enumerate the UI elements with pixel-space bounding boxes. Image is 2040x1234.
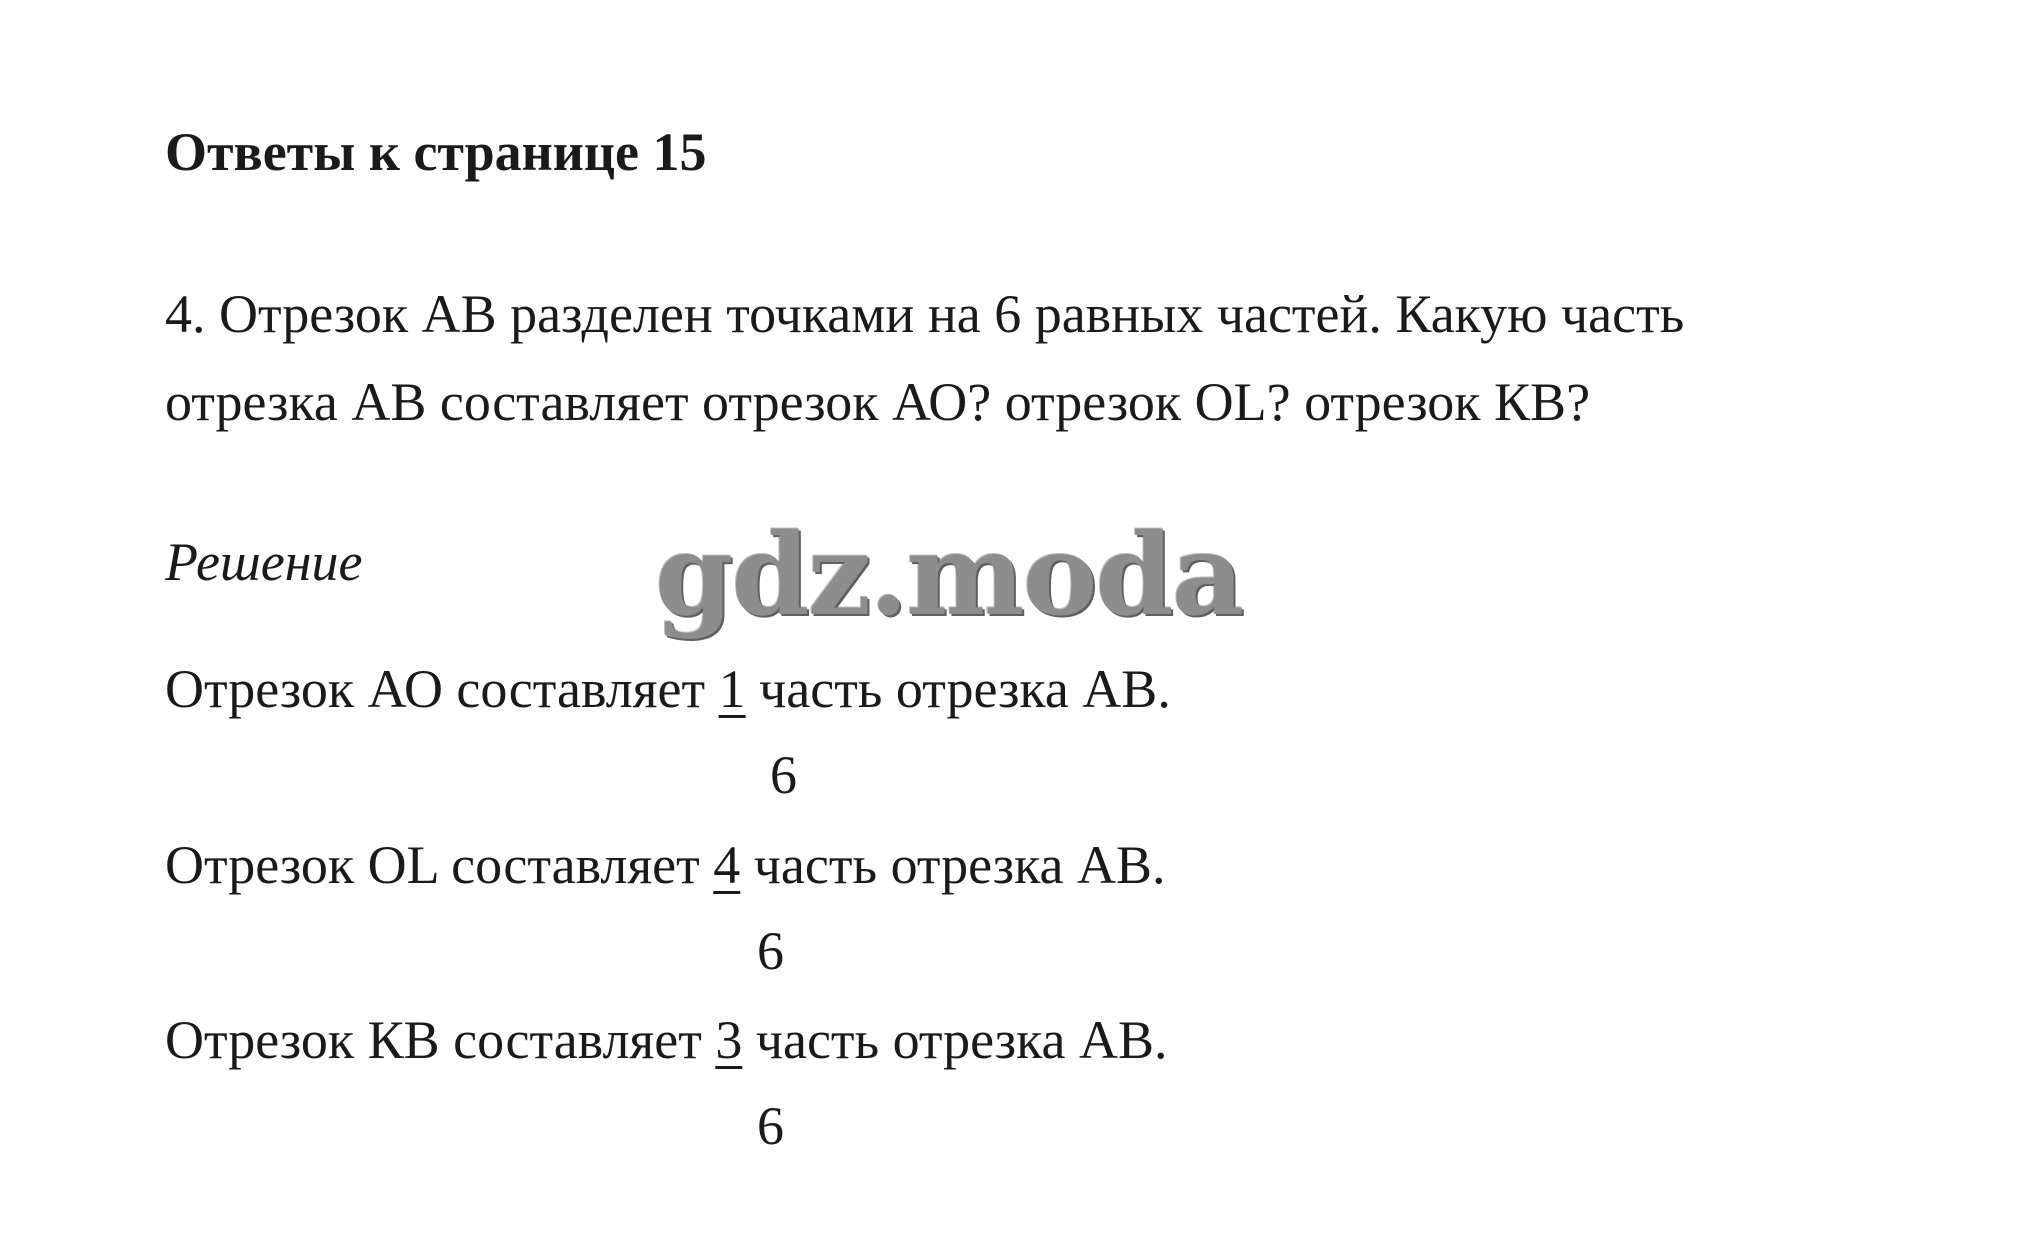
fraction-denominator-1: 6	[770, 745, 797, 805]
task-line-1: 4. Отрезок АВ разделен точками на 6 равных частей. Какую часть	[165, 284, 1685, 344]
answer-line-3	[165, 1010, 1168, 1070]
page-title: Ответы к странице 15	[165, 122, 707, 182]
answer-line-1	[165, 659, 1171, 719]
answer-line-2	[165, 835, 1166, 895]
fraction-denominator-3: 6	[757, 1096, 784, 1156]
watermark-logo: gdz.moda	[655, 510, 1243, 641]
answer-text-after: часть отрезка АВ.	[745, 659, 1171, 719]
answer-text-before: Отрезок КВ составляет	[165, 1010, 716, 1070]
fraction-numerator: 4	[713, 835, 741, 895]
fraction-denominator-2: 6	[757, 921, 784, 981]
solution-label: Решение	[165, 532, 363, 592]
fraction-numerator: 1	[718, 659, 746, 719]
task-line-2: отрезка АВ составляет отрезок АО? отрезок OL? отрезок КВ?	[165, 372, 1591, 432]
answer-text-before: Отрезок OL составляет	[165, 835, 714, 895]
answer-text-after: часть отрезка АВ.	[740, 835, 1166, 895]
fraction-numerator: 3	[715, 1010, 743, 1070]
answer-text-after: часть отрезка АВ.	[742, 1010, 1168, 1070]
task-text	[165, 270, 1965, 446]
answer-text-before: Отрезок АО составляет	[165, 659, 719, 719]
